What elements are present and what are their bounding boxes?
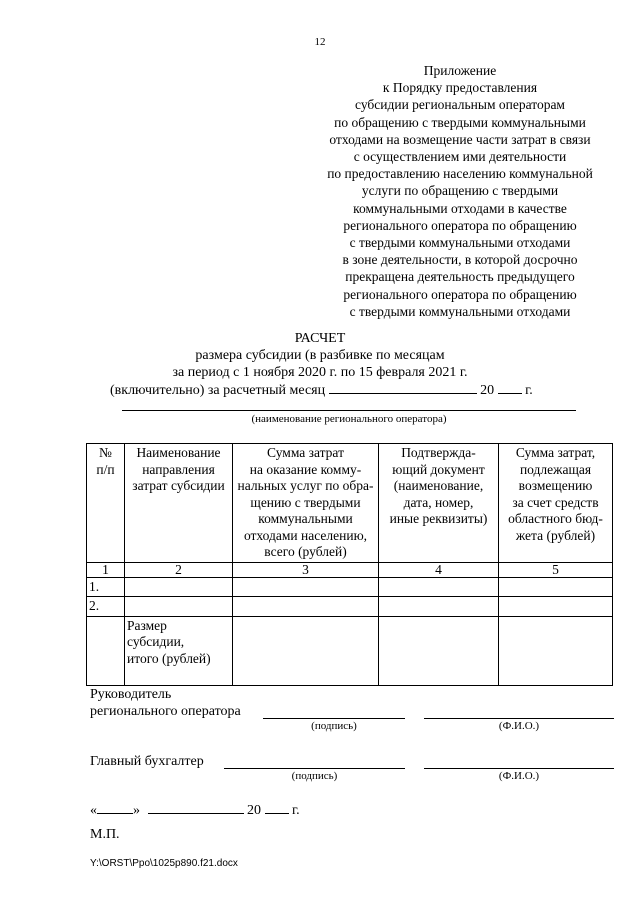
header-text: № [99,445,112,460]
head-signature-field[interactable] [263,718,405,719]
column-number: 2 [125,562,233,577]
head-label: Руководитель [90,687,172,702]
table-row [87,597,613,617]
accountant-signature-field[interactable] [224,768,405,769]
total-label-line: итого (рублей) [127,650,211,666]
header-refund-amount [499,444,613,563]
column-number: 4 [379,562,499,577]
appendix-line: с твердыми коммунальными отходами [349,303,571,319]
signature-caption: (подпись) [311,720,357,732]
header-direction [125,444,233,563]
operator-caption: (наименование регионального оператора) [251,413,447,425]
appendix-line: прекращена деятельность предыдущего [345,269,575,285]
header-text: жета (рублей) [515,527,596,543]
title-year-suffix: г. [525,383,533,398]
header-text: на оказание комму- [249,461,362,477]
date-year: 20 [247,803,261,818]
header-text: затрат субсидии [132,478,225,493]
header-text: областного бюд- [508,511,603,526]
header-number [87,444,125,563]
header-text: ющий документ [392,461,485,477]
appendix-line: субсидии региональным операторам [355,97,565,113]
title-line-prefix: (включительно) за расчетный месяц [110,383,326,398]
date-day-field[interactable] [97,801,133,814]
appendix-line: услуги по обращению с твердыми [361,183,559,199]
date-open-quote: « [90,803,97,818]
title-year: 20 [480,383,495,398]
row-number: 1. [87,577,125,597]
row-refund-cell[interactable] [499,577,613,597]
appendix-block [310,62,610,320]
month-blank-field[interactable] [329,381,477,394]
date-year-field[interactable] [265,801,289,814]
header-text: направления [142,461,215,477]
column-number: 3 [233,562,379,577]
header-text: щению с твердыми [250,494,361,510]
header-text: возмещению [518,478,593,493]
stamp-placeholder: М.П. [90,827,120,842]
header-text: п/п [96,461,115,477]
appendix-line: отходами на возмещение части затрат в связи [329,131,591,147]
appendix-line: регионального оператора по обращению [343,286,577,302]
table-header-row [87,444,613,563]
title-month-line [110,381,533,399]
accountant-name-field[interactable] [424,768,614,769]
accountant-label: Главный бухгалтер [90,754,204,769]
row-total-cell[interactable] [233,577,379,597]
row-document-cell[interactable] [379,597,499,617]
title-heading: РАСЧЕТ [294,331,346,346]
appendix-line: Приложение [423,63,497,78]
title-line: за период с 1 ноября 2020 г. по 15 февраля 2021 г. [172,365,468,380]
total-row [87,616,613,685]
name-caption: (Ф.И.О.) [498,770,540,782]
header-text: иные реквизиты) [389,511,488,526]
header-total-costs [233,444,379,563]
appendix-line: с твердыми коммунальными отходами [349,235,571,251]
appendix-line: в зоне деятельности, в которой досрочно [342,252,578,268]
signature-caption: (подпись) [291,770,338,782]
appendix-line: по предоставлению населению коммунальной [327,166,593,182]
appendix-line: регионального оператора по обращению [343,217,577,233]
header-text: (наименование, [393,478,484,493]
title-line: размера субсидии (в разбивке по месяцам [195,348,445,363]
row-total-cell[interactable] [233,597,379,617]
header-text: всего (рублей) [264,544,347,559]
column-number-row [87,562,613,577]
head-name-field[interactable] [424,718,614,719]
total-number-cell [87,616,125,685]
date-month-field[interactable] [148,801,244,814]
total-label [125,616,233,685]
row-direction-cell[interactable] [125,577,233,597]
header-text: подлежащая [519,461,592,477]
column-number: 1 [87,562,125,577]
total-label-line: Размер [127,617,167,633]
header-text: Подтвержда- [401,445,476,460]
date-line [90,801,300,819]
total-document-cell[interactable] [379,616,499,685]
header-text: за счет средств [512,494,599,510]
footer-file-path: Y:\ORST\Ppo\1025p890.f21.docx [90,858,238,869]
document-title [110,330,533,399]
header-text: коммунальными [258,511,353,526]
header-text: Наименование [136,445,221,460]
header-text: отходами населению, [243,527,368,543]
header-text: нальных услуг по обра- [237,478,374,493]
header-supporting-document [379,444,499,563]
calculation-table [86,443,613,686]
head-label: регионального оператора [90,704,241,719]
appendix-line: коммунальными отходами в качестве [353,200,567,216]
date-year-suffix: г. [292,803,300,818]
header-text: дата, номер, [403,494,474,510]
row-refund-cell[interactable] [499,597,613,617]
total-sum-cell[interactable] [233,616,379,685]
row-direction-cell[interactable] [125,597,233,617]
appendix-line: к Порядку предоставления [382,80,538,96]
total-label-line: субсидии, [127,634,185,649]
total-refund-cell[interactable] [499,616,613,685]
table-row [87,577,613,597]
year-blank-field[interactable] [498,381,522,394]
operator-name-field[interactable] [122,410,576,411]
column-number: 5 [499,562,613,577]
name-caption: (Ф.И.О.) [498,720,540,732]
date-close-quote: » [133,803,140,818]
row-number: 2. [87,597,125,617]
page-number: 12 [314,36,326,48]
header-text: Сумма затрат [267,445,344,460]
row-document-cell[interactable] [379,577,499,597]
header-text: Сумма затрат, [515,445,596,460]
appendix-line: с осуществлением ими деятельности [353,149,567,165]
appendix-line: по обращению с твердыми коммунальными [334,114,586,130]
